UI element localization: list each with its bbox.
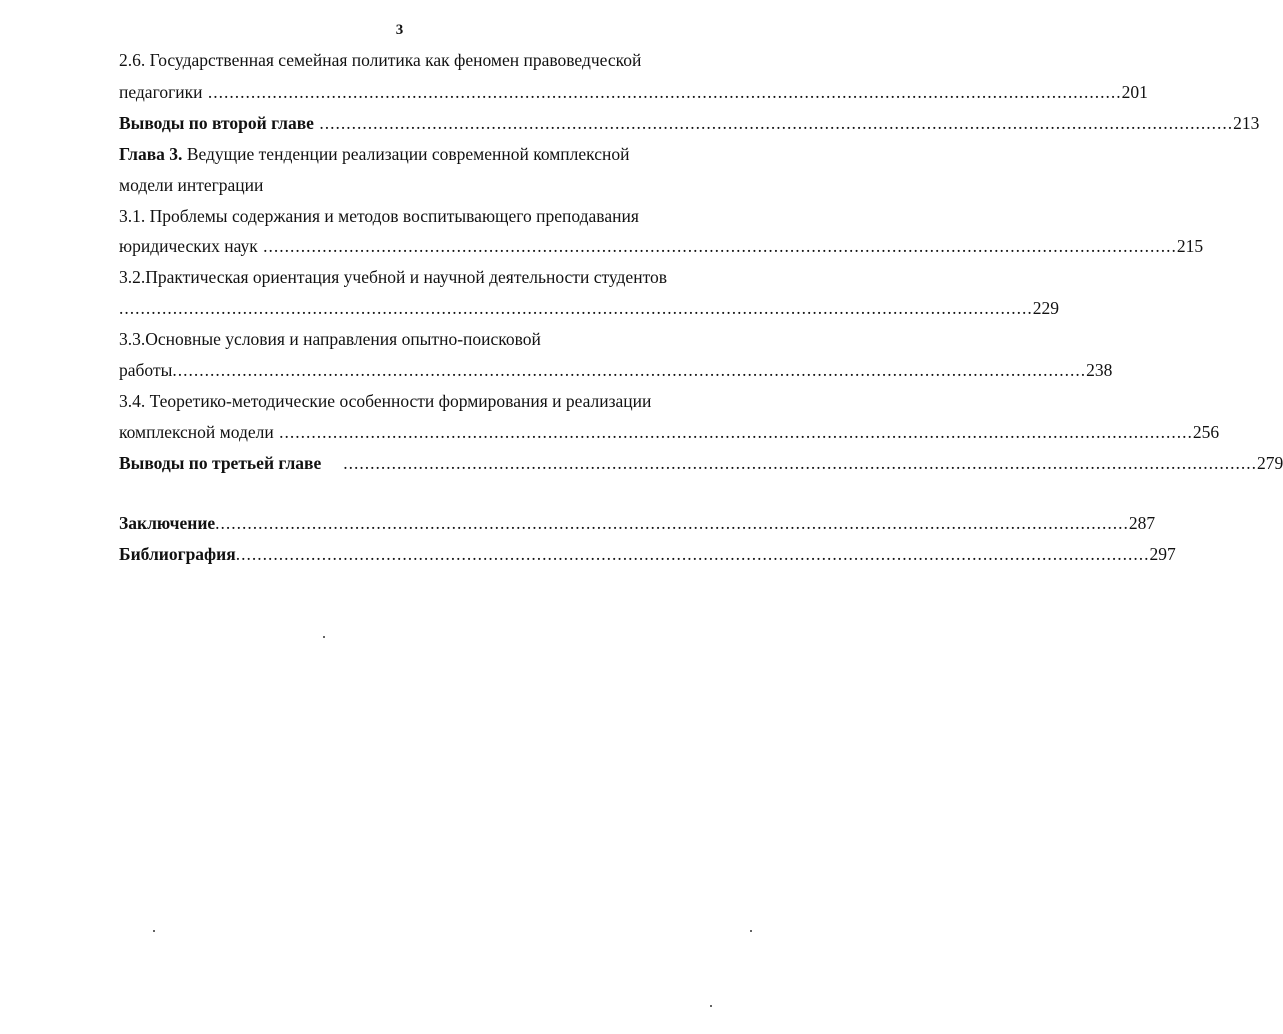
chapter-3-heading <box>119 146 630 164</box>
toc-entry-3-1-title-end: юридических наук <box>119 236 258 256</box>
toc-entry-conclusion-title: Заключение <box>119 513 216 533</box>
toc-entry-2-6-page: 201 <box>1121 82 1148 102</box>
leader-dots: .......................................................................................................................................................................... <box>313 113 1234 133</box>
page-number: 3 <box>395 22 404 38</box>
scan-speck <box>153 930 155 932</box>
toc-entry-3-2-page: 229 <box>1032 298 1059 318</box>
chapter-3-title-line2: модели интеграции <box>119 175 264 195</box>
leader-dots: .......................................................................................................................................................................... <box>172 360 1087 380</box>
toc-entry-conclusion-page: 287 <box>1128 513 1156 533</box>
toc-entry-2-6-line2 <box>119 82 1148 102</box>
toc-entry-conclusions-2 <box>119 113 1260 133</box>
toc-entry-3-1-page: 215 <box>1176 236 1204 256</box>
chapter-3-label: Глава 3. <box>119 144 183 164</box>
leader-dots: .......................................................................................................................................................................... <box>202 82 1122 102</box>
toc-entry-bibliography-title: Библиография <box>119 544 236 564</box>
toc-entry-3-2-line1: 3.2.Практическая ориентация учебной и научной деятельности студентов <box>119 267 667 287</box>
toc-entry-3-3-page: 238 <box>1086 360 1113 380</box>
leader-dots: .......................................................................................................................................................................... <box>257 236 1177 256</box>
toc-entry-conclusions-3 <box>119 453 1283 473</box>
toc-entry-conclusions-2-title: Выводы по второй главе <box>119 113 314 133</box>
leader-dots: .......................................................................................................................................................................... <box>119 298 1033 318</box>
toc-entry-3-4-title-end: комплексной модели <box>119 422 274 442</box>
scan-speck <box>750 930 752 932</box>
toc-entry-3-4-line2 <box>119 422 1220 442</box>
toc-entry-3-1-line2 <box>119 236 1204 256</box>
toc-entry-3-3-line2 <box>119 360 1113 380</box>
leader-dots: .......................................................................................................................................................................... <box>215 513 1129 533</box>
toc-entry-3-1-line1: 3.1. Проблемы содержания и методов воспитывающего преподавания <box>119 206 639 226</box>
toc-entry-conclusions-2-page: 213 <box>1233 113 1260 133</box>
toc-entry-conclusion <box>119 513 1156 533</box>
toc-entry-3-3-line1: 3.3.Основные условия и направления опытно-поисковой <box>119 329 541 349</box>
chapter-3-title-line1: Ведущие тенденции реализации современной комплексной <box>186 144 630 164</box>
toc-entry-conclusions-3-title: Выводы по третьей главе <box>119 453 322 473</box>
scan-speck <box>710 1005 712 1007</box>
toc-entry-2-6-title-end: педагогики <box>119 82 203 102</box>
toc-entry-2-6-line1: 2.6. Государственная семейная политика как феномен правоведческой <box>119 50 642 70</box>
leader-dots: .......................................................................................................................................................................... <box>273 422 1193 442</box>
toc-entry-3-4-line1: 3.4. Теоретико-методические особенности формирования и реализации <box>119 391 652 411</box>
toc-entry-conclusions-3-page: 279 <box>1257 453 1283 473</box>
toc-entry-bibliography-page: 297 <box>1149 544 1176 564</box>
toc-entry-3-3-title-end: работы <box>119 360 173 380</box>
toc-entry-3-2-line2 <box>119 298 1059 318</box>
toc-entry-3-4-page: 256 <box>1192 422 1220 442</box>
toc-entry-bibliography <box>119 544 1176 564</box>
leader-dots: .......................................................................................................................................................................... <box>343 453 1257 473</box>
scan-speck <box>323 636 325 638</box>
leader-dots: .......................................................................................................................................................................... <box>235 544 1150 564</box>
